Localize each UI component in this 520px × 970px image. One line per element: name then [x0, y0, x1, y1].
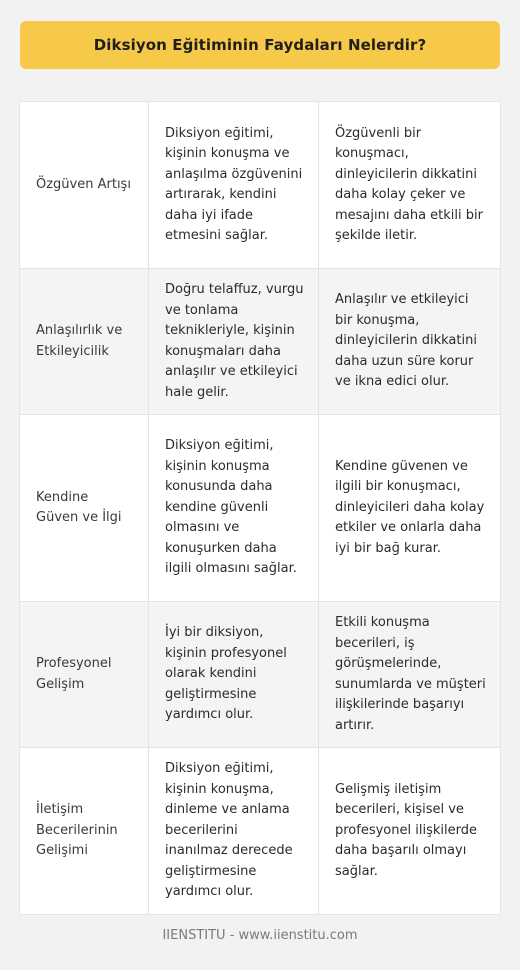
topic-cell	[20, 415, 148, 601]
footer-credit: IIENSTITU - www.iienstitu.com	[162, 928, 358, 943]
topic-text: Anlaşılırlık ve Etkileyicilik	[36, 323, 123, 359]
description-cell	[148, 102, 318, 268]
topic-cell	[20, 269, 148, 414]
result-text: Kendine güvenen ve ilgili bir konuşmacı, dinleyicileri daha kolay etkiler ve onlarla daha iyi bir bağ kurar.	[335, 458, 485, 556]
table-row	[20, 602, 500, 748]
result-text: Özgüvenli bir konuşmacı, dinleyicilerin dikkatini daha kolay çeker ve mesajını daha etkili bir şekilde iletir.	[335, 125, 483, 243]
topic-cell	[20, 602, 148, 747]
description-text: Diksiyon eğitimi, kişinin konuşma konusunda daha kendine güvenli olmasını ve konuşurken daha ilgili olmasını sağlar.	[165, 438, 297, 577]
result-text: Gelişmiş iletişim becerileri, kişisel ve profesyonel ilişkilerde daha başarılı olmayı sağlar.	[335, 781, 477, 879]
topic-text: Kendine Güven ve İlgi	[36, 489, 122, 525]
description-cell	[148, 269, 318, 414]
topic-text: Profesyonel Gelişim	[36, 656, 112, 692]
result-cell	[318, 102, 500, 268]
description-cell	[148, 748, 318, 914]
description-text: Doğru telaffuz, vurgu ve tonlama teknikleriyle, kişinin konuşmaları daha anlaşılır ve etkileyici hale gelir.	[165, 282, 304, 400]
description-text: İyi bir diksiyon, kişinin profesyonel olarak kendini geliştirmesine yardımcı olur.	[165, 625, 287, 723]
topic-text: İletişim Becerilerinin Gelişimi	[36, 802, 118, 859]
result-cell	[318, 748, 500, 914]
description-text: Diksiyon eğitimi, kişinin konuşma ve anlaşılma özgüvenini artırarak, kendini daha iyi ifade etmesini sağlar.	[165, 125, 303, 243]
table-row	[20, 102, 500, 269]
table-row	[20, 748, 500, 914]
result-text: Anlaşılır ve etkileyici bir konuşma, dinleyicilerin dikkatini daha uzun süre korur ve ikna edici olur.	[335, 292, 477, 390]
topic-cell	[20, 102, 148, 268]
description-text: Diksiyon eğitimi, kişinin konuşma, dinleme ve anlama becerilerini inanılmaz derecede geliştirmesine yardımcı olur.	[165, 761, 293, 900]
result-cell	[318, 415, 500, 601]
topic-text: Özgüven Artışı	[36, 176, 131, 192]
table-row	[20, 269, 500, 415]
benefits-table	[20, 102, 500, 914]
description-cell	[148, 415, 318, 601]
result-text: Etkili konuşma becerileri, iş görüşmelerinde, sunumlarda ve müşteri ilişkilerinde başarıyı artırır.	[335, 615, 486, 733]
result-cell	[318, 602, 500, 747]
page-title: Diksiyon Eğitiminin Faydaları Nelerdir?	[93, 36, 427, 54]
result-cell	[318, 269, 500, 414]
title-banner	[20, 21, 500, 69]
description-cell	[148, 602, 318, 747]
topic-cell	[20, 748, 148, 914]
table-row	[20, 415, 500, 602]
